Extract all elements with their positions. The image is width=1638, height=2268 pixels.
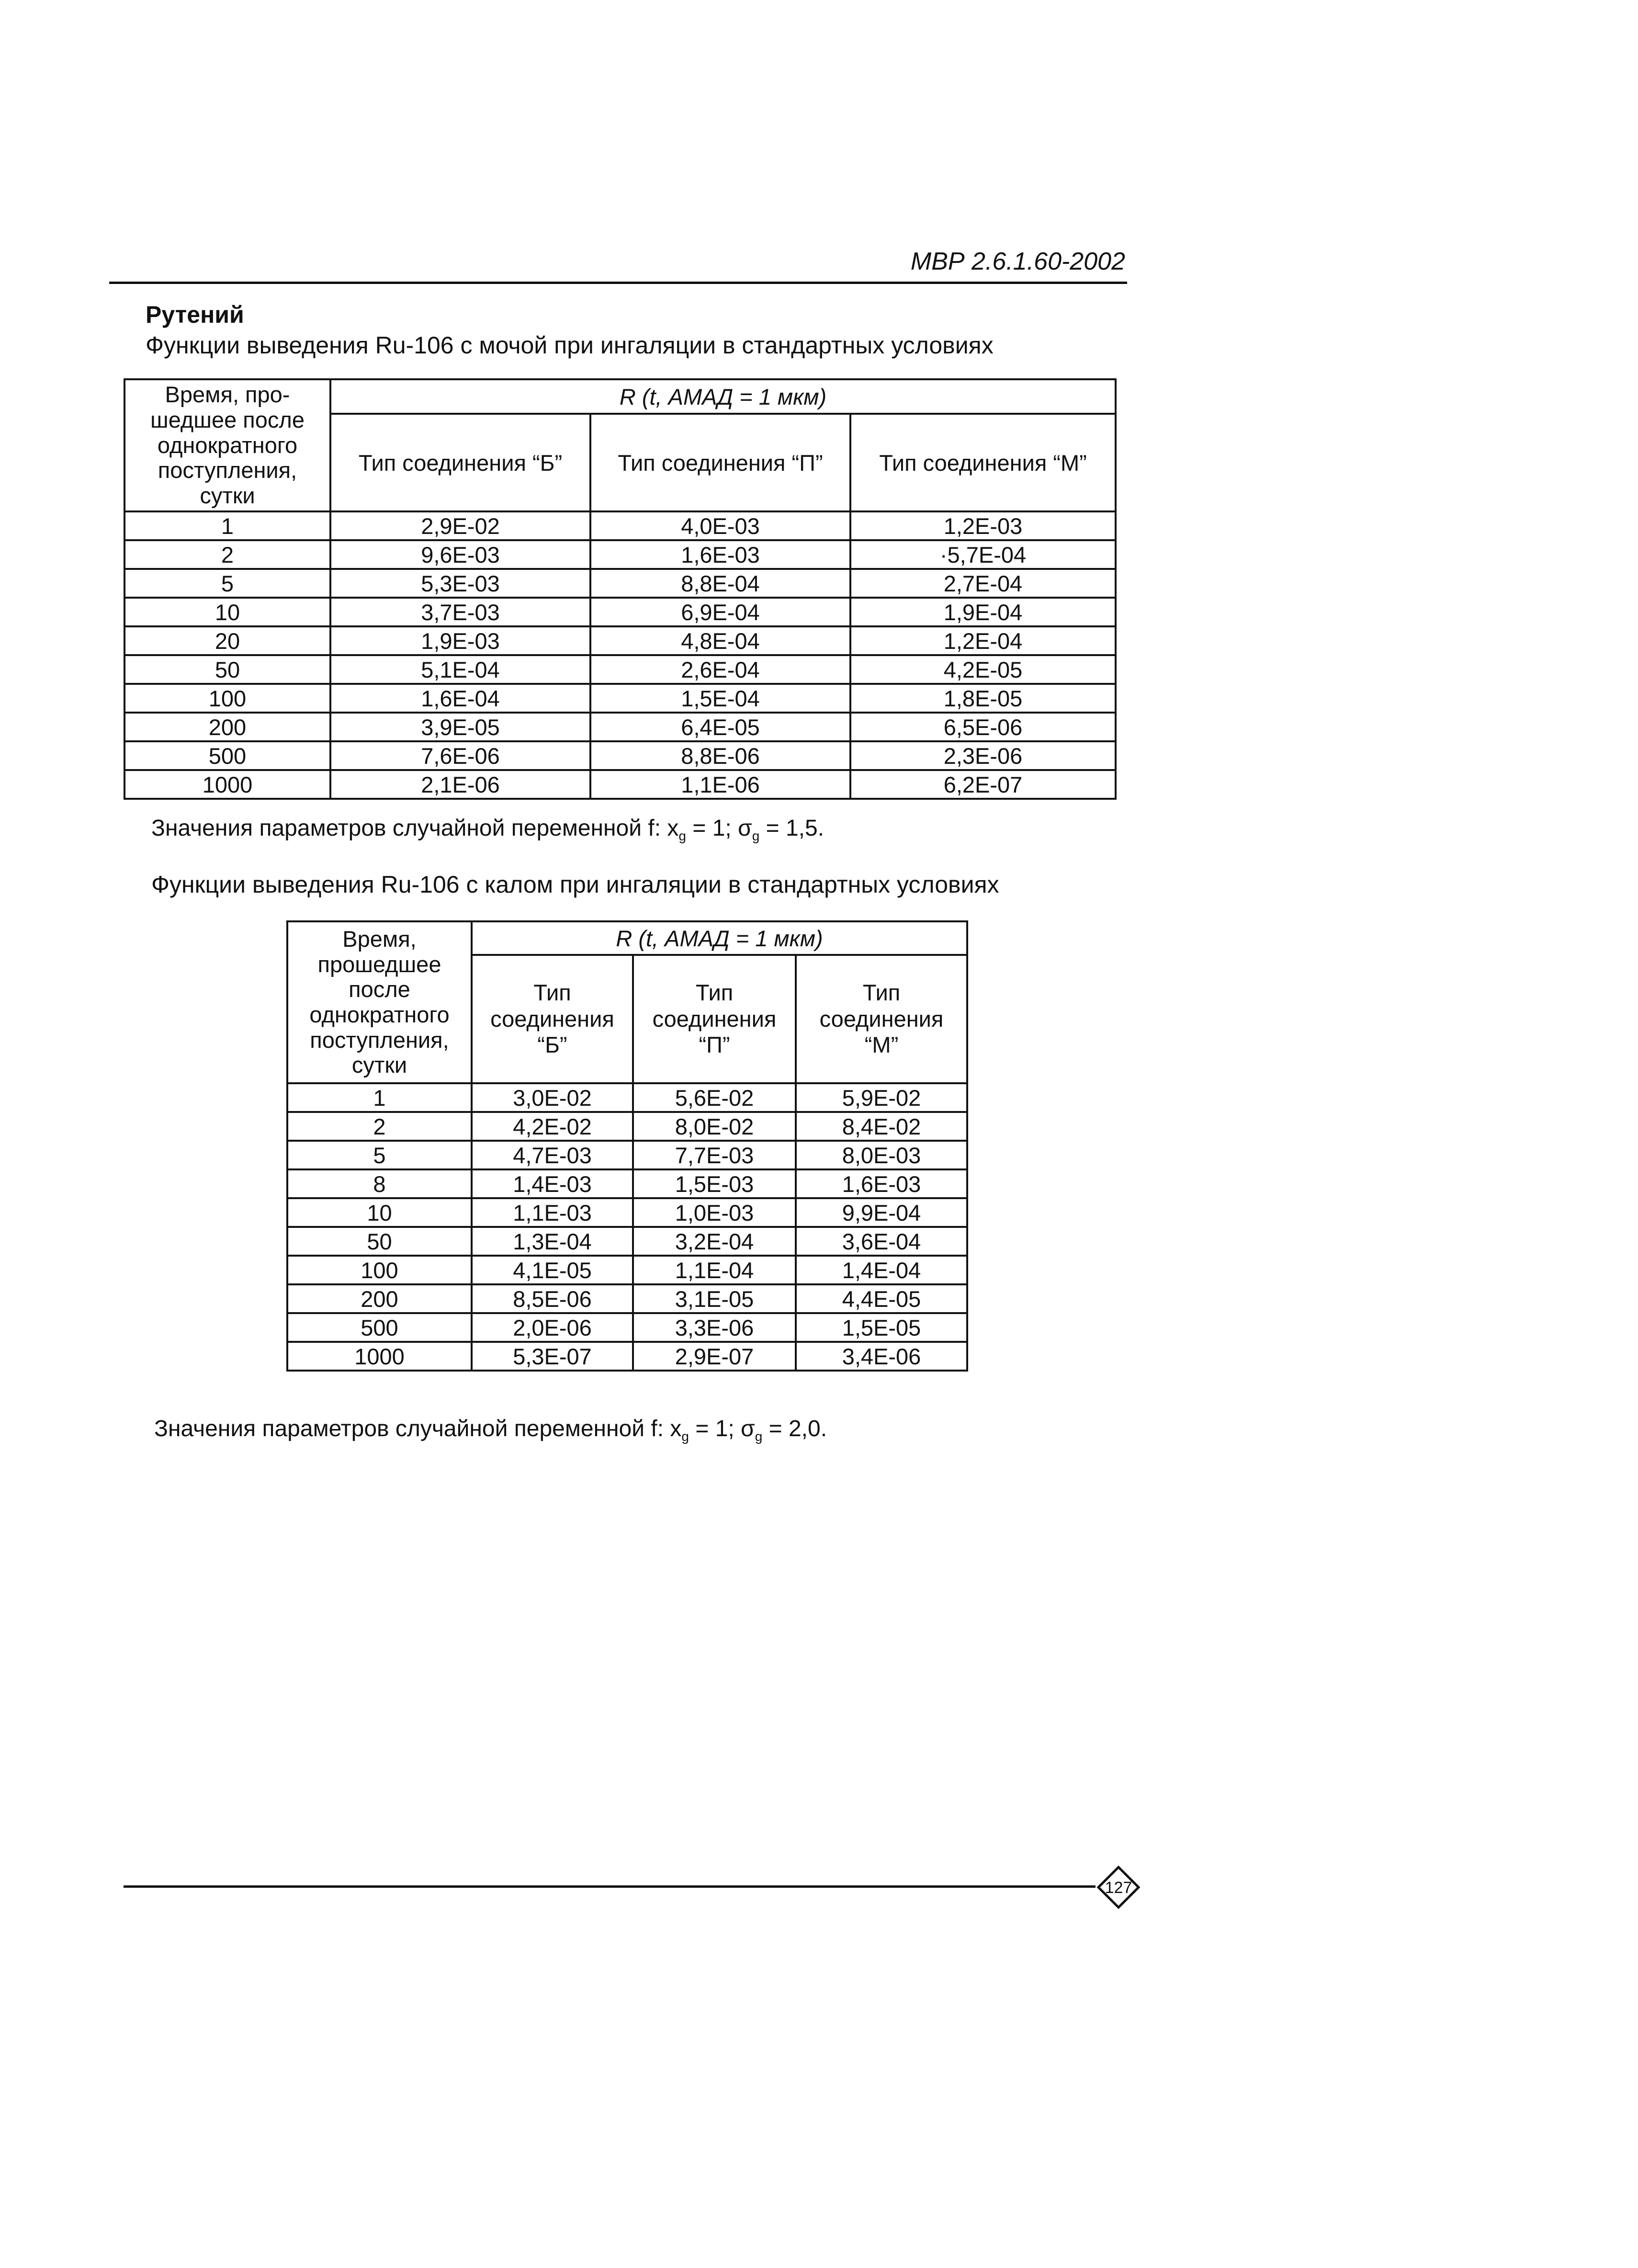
table-cell: 2,9Е-02: [330, 511, 590, 540]
table-cell: 6,5Е-06: [850, 713, 1116, 741]
table-cell: 1,5Е-03: [633, 1169, 796, 1198]
table-cell: 5: [287, 1141, 472, 1169]
table1-r-header: R (t, АМАД = 1 мкм): [330, 379, 1116, 414]
table-cell: 1,1Е-04: [633, 1256, 796, 1284]
table-cell: 1,6Е-03: [590, 540, 850, 569]
table-cell: 500: [124, 741, 330, 770]
table-cell: 2: [287, 1112, 472, 1141]
table1-time-header: [124, 379, 330, 511]
table-cell: 5,3Е-03: [330, 569, 590, 598]
table-row: [124, 655, 1116, 684]
table2-time-header-line: однократного: [309, 1002, 450, 1027]
table-cell: 5,6Е-02: [633, 1083, 796, 1112]
table-cell: 1,9Е-04: [850, 598, 1116, 626]
table-row: [124, 713, 1116, 741]
table-cell: 1: [287, 1083, 472, 1112]
header-line: “П”: [699, 1032, 730, 1058]
table1-type-header-m: Тип соединения “М”: [850, 414, 1116, 511]
table-cell: 3,9Е-05: [330, 713, 590, 741]
table-cell: 20: [124, 626, 330, 655]
table-cell: 4,1Е-05: [472, 1256, 633, 1284]
table1: [124, 378, 1117, 800]
table-cell: 8,0Е-02: [633, 1112, 796, 1141]
table2-type-header-m: [796, 955, 967, 1083]
table-cell: 2,7Е-04: [850, 569, 1116, 598]
table-cell: 7,6Е-06: [330, 741, 590, 770]
table-row: [124, 598, 1116, 626]
table-row: [287, 1256, 967, 1284]
note-subscript: g: [678, 828, 686, 843]
table2-time-header-line: после: [349, 976, 410, 1002]
table1-parameters-note: [151, 817, 824, 843]
table2-time-header-line: прошедшее: [317, 951, 441, 977]
table-row: [287, 1141, 967, 1169]
table-row: [287, 1112, 967, 1141]
table-cell: 8,0Е-03: [796, 1141, 967, 1169]
table2-r-header: R (t, АМАД = 1 мкм): [472, 921, 967, 955]
header-line: соединения: [819, 1006, 944, 1032]
table1-time-header-line: шедшее после: [150, 407, 305, 433]
table-cell: 500: [287, 1313, 472, 1342]
page-number-badge: [1096, 1865, 1141, 1909]
table-cell: 50: [287, 1227, 472, 1256]
table-cell: 1,6Е-04: [330, 684, 590, 713]
table-cell: 50: [124, 655, 330, 684]
table-cell: 1,3Е-04: [472, 1227, 633, 1256]
table-cell: 1,4Е-04: [796, 1256, 967, 1284]
note-subscript: g: [752, 828, 760, 843]
table-cell: 4,0Е-03: [590, 511, 850, 540]
footer-rule: [124, 1885, 1096, 1888]
table-cell: 1,9Е-03: [330, 626, 590, 655]
note-subscript: g: [681, 1429, 689, 1444]
table-row: [287, 1169, 967, 1198]
table2-type-header-p: [633, 955, 796, 1083]
table2-parameters-note: [154, 1418, 827, 1443]
section-title: Рутений: [146, 301, 244, 328]
table-cell: 4,2Е-02: [472, 1112, 633, 1141]
table-cell: 8,4Е-02: [796, 1112, 967, 1141]
note-text: = 1,5.: [759, 816, 825, 841]
table-cell: 7,7Е-03: [633, 1141, 796, 1169]
table-row: [287, 1198, 967, 1227]
page-number: 127: [1105, 1879, 1132, 1897]
table-cell: 200: [287, 1284, 472, 1313]
header-line: “Б”: [537, 1032, 567, 1058]
table-cell: 4,4Е-05: [796, 1284, 967, 1313]
table-cell: 10: [124, 598, 330, 626]
table-cell: 100: [124, 684, 330, 713]
table2-time-header-line: сутки: [351, 1052, 407, 1078]
table-cell: 1,5Е-04: [590, 684, 850, 713]
table-cell: 5,1Е-04: [330, 655, 590, 684]
table2-time-header: [287, 921, 472, 1083]
table-cell: 1,2Е-04: [850, 626, 1116, 655]
table-cell: 3,3Е-06: [633, 1313, 796, 1342]
table-cell: 3,6Е-04: [796, 1227, 967, 1256]
table-cell: 3,7Е-03: [330, 598, 590, 626]
header-line: соединения: [652, 1006, 777, 1032]
table-cell: 1,0Е-03: [633, 1198, 796, 1227]
header-line: соединения: [490, 1006, 614, 1032]
table-cell: 8,5Е-06: [472, 1284, 633, 1313]
table-row: [124, 770, 1116, 799]
note-text: Значения параметров случайной переменной f: x: [154, 1416, 682, 1441]
table-cell: 2,6Е-04: [590, 655, 850, 684]
header-line: Тип: [533, 980, 571, 1006]
table-cell: 2: [124, 540, 330, 569]
table2-caption: Функции выведения Ru-106 с калом при ингаляции в стандартных условиях: [151, 871, 999, 898]
table-cell: 2,0Е-06: [472, 1313, 633, 1342]
table-cell: 8,8Е-06: [590, 741, 850, 770]
table-cell: 2,9Е-07: [633, 1342, 796, 1371]
header-line: Тип: [862, 980, 901, 1006]
table-cell: 1000: [124, 770, 330, 799]
table-cell: 6,2Е-07: [850, 770, 1116, 799]
table-row: [124, 569, 1116, 598]
table-cell: 100: [287, 1256, 472, 1284]
table-cell: 3,1Е-05: [633, 1284, 796, 1313]
header-line: Тип: [695, 980, 734, 1006]
note-text: = 1; σ: [686, 816, 752, 841]
table1-type-header-b: Тип соединения “Б”: [330, 414, 590, 511]
table-cell: 1: [124, 511, 330, 540]
table-cell: 9,9Е-04: [796, 1198, 967, 1227]
table-cell: 1000: [287, 1342, 472, 1371]
note-text: = 2,0.: [762, 1416, 827, 1441]
table-cell: 2,3Е-06: [850, 741, 1116, 770]
table-cell: 3,0Е-02: [472, 1083, 633, 1112]
table2-time-header-line: поступления,: [310, 1027, 449, 1053]
table-row: [124, 511, 1116, 540]
table-cell: 1,4Е-03: [472, 1169, 633, 1198]
table-cell: 3,2Е-04: [633, 1227, 796, 1256]
table-cell: 8: [287, 1169, 472, 1198]
table-cell: 6,9Е-04: [590, 598, 850, 626]
table1-time-header-line: однократного: [157, 432, 298, 458]
table-cell: 5: [124, 569, 330, 598]
table-cell: 4,2Е-05: [850, 655, 1116, 684]
table-row: [287, 1083, 967, 1112]
table-cell: 6,4Е-05: [590, 713, 850, 741]
table-cell: 200: [124, 713, 330, 741]
table-cell: 5,9Е-02: [796, 1083, 967, 1112]
table2-type-header-b: [472, 955, 633, 1083]
table-cell: 4,8Е-04: [590, 626, 850, 655]
table-cell: ·5,7Е-04: [850, 540, 1116, 569]
table-cell: 1,6Е-03: [796, 1169, 967, 1198]
document-code: МВР 2.6.1.60-2002: [910, 248, 1125, 275]
table-row: [287, 1313, 967, 1342]
table1-time-header-line: сутки: [200, 482, 255, 508]
table1-type-header-p: Тип соединения “П”: [590, 414, 850, 511]
table-cell: 5,3Е-07: [472, 1342, 633, 1371]
table-row: [287, 1227, 967, 1256]
table-cell: 9,6Е-03: [330, 540, 590, 569]
table-cell: 3,4Е-06: [796, 1342, 967, 1371]
table1-time-header-line: Время, про-: [165, 382, 290, 408]
header-line: “М”: [864, 1032, 899, 1058]
note-text: Значения параметров случайной переменной f: x: [151, 816, 679, 841]
table-cell: 1,1Е-03: [472, 1198, 633, 1227]
table1-caption: Функции выведения Ru-106 с мочой при ингаляции в стандартных условиях: [146, 332, 994, 359]
table-cell: 1,8Е-05: [850, 684, 1116, 713]
table1-time-header-line: поступления,: [158, 457, 297, 483]
table-cell: 2,1Е-06: [330, 770, 590, 799]
table-row: [124, 626, 1116, 655]
header-rule: [109, 282, 1127, 284]
table-row: [287, 1284, 967, 1313]
table-cell: 10: [287, 1198, 472, 1227]
table-row: [287, 1342, 967, 1371]
note-subscript: g: [755, 1429, 763, 1444]
table2-time-header-line: Время,: [342, 926, 417, 952]
table-row: [124, 684, 1116, 713]
table-row: [124, 741, 1116, 770]
table-cell: 1,2Е-03: [850, 511, 1116, 540]
table-cell: 4,7Е-03: [472, 1141, 633, 1169]
table-cell: 1,1Е-06: [590, 770, 850, 799]
table-cell: 8,8Е-04: [590, 569, 850, 598]
note-text: = 1; σ: [689, 1416, 755, 1441]
table-row: [124, 540, 1116, 569]
table2: [286, 920, 968, 1372]
table-cell: 1,5Е-05: [796, 1313, 967, 1342]
